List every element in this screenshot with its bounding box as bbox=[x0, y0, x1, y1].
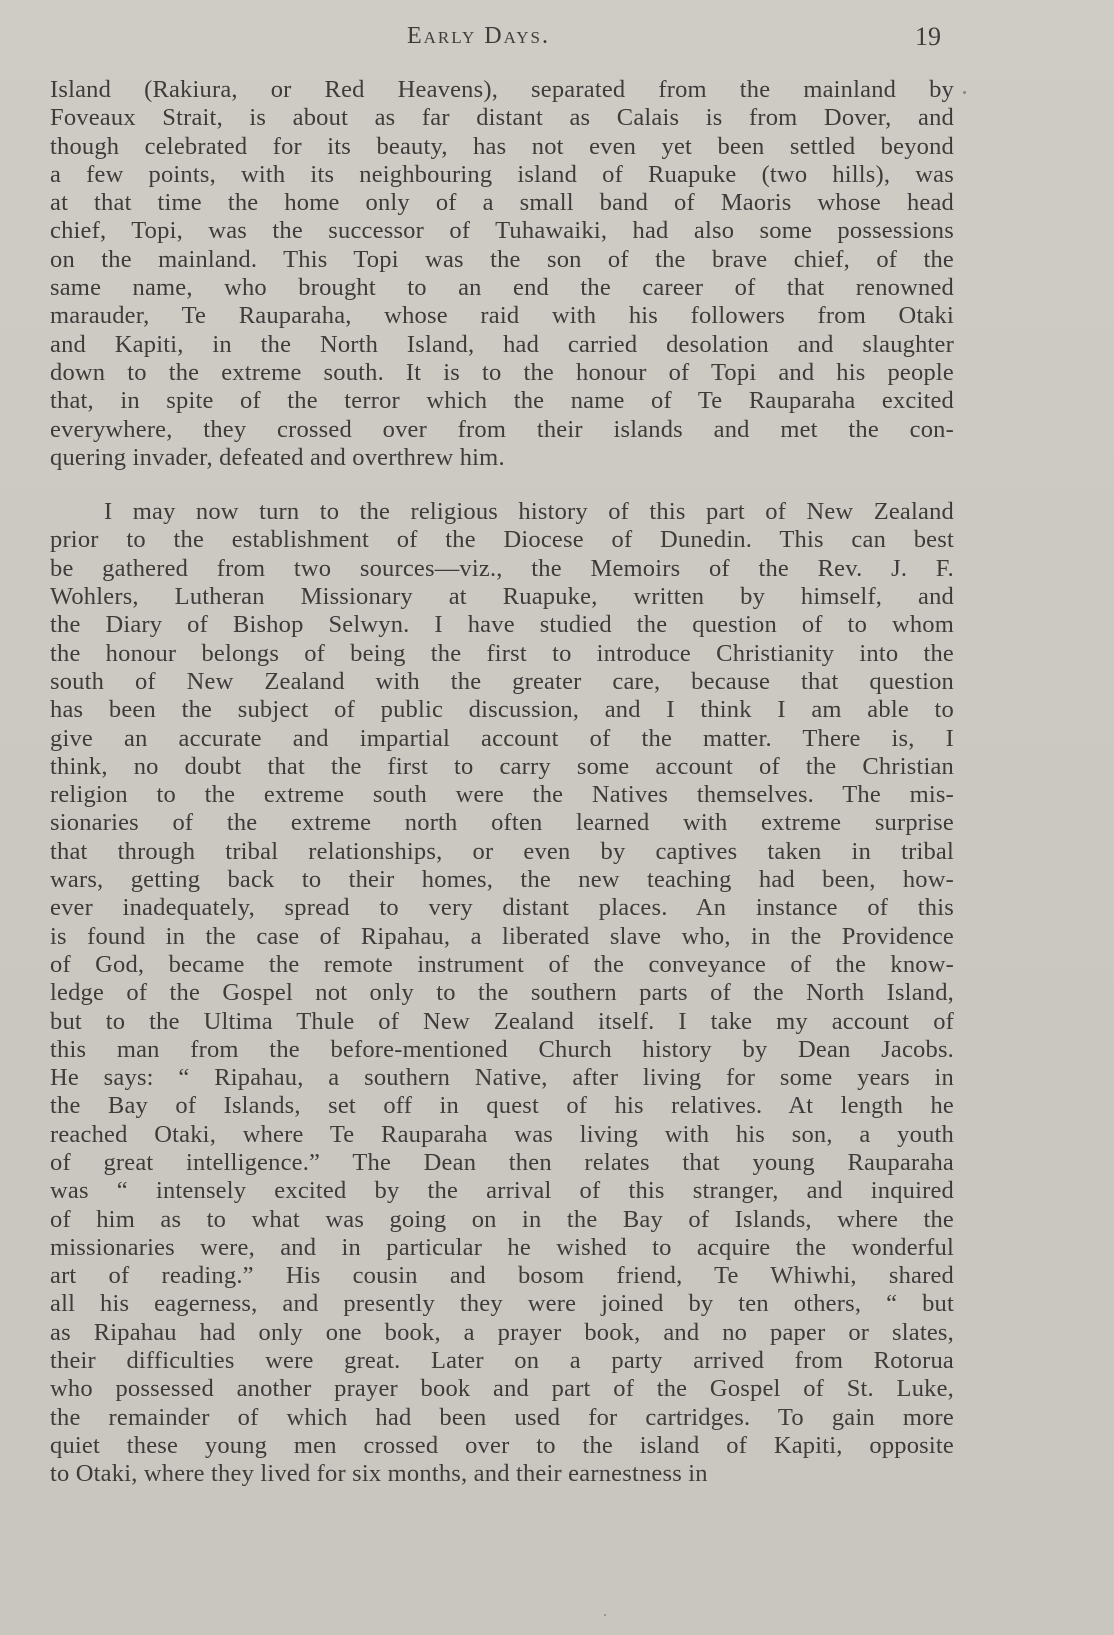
text-line: the remainder of which had been used for cartridges. To gain more bbox=[50, 1403, 954, 1431]
text-line: of great intelligence.” The Dean then relates that young Rauparaha bbox=[50, 1148, 954, 1176]
print-speck bbox=[604, 1614, 606, 1616]
text-line: at that time the home only of a small band of Maoris whose head bbox=[50, 189, 954, 217]
text-line: who possessed another prayer book and part of the Gospel of St. Luke, bbox=[50, 1375, 954, 1403]
text-line: quiet these young men crossed over to the island of Kapiti, opposite bbox=[50, 1431, 954, 1459]
text-line: chief, Topi, was the successor of Tuhawaiki, had also some possessions bbox=[50, 217, 954, 245]
text-line: all his eagerness, and presently they were joined by ten others, “ but bbox=[50, 1290, 954, 1318]
text-line: wars, getting back to their homes, the new teaching had been, how- bbox=[50, 866, 954, 894]
paragraph-2 bbox=[50, 498, 954, 1488]
text-line: give an accurate and impartial account of the matter. There is, I bbox=[50, 724, 954, 752]
text-line: Foveaux Strait, is about as far distant as Calais is from Dover, and bbox=[50, 104, 954, 132]
text-line: sionaries of the extreme north often learned with extreme surprise bbox=[50, 809, 954, 837]
text-line: on the mainland. This Topi was the son of the brave chief, of the bbox=[50, 245, 954, 273]
paragraph-spacer bbox=[50, 472, 954, 498]
text-line: has been the subject of public discussion, and I think I am able to bbox=[50, 696, 954, 724]
text-line: of him as to what was going on in the Bay of Islands, where the bbox=[50, 1205, 954, 1233]
text-line: religion to the extreme south were the Natives themselves. The mis- bbox=[50, 781, 954, 809]
text-line: to Otaki, where they lived for six months, and their earnestness in bbox=[50, 1460, 708, 1488]
print-speck bbox=[963, 91, 966, 94]
text-line: missionaries were, and in particular he wished to acquire the wonderful bbox=[50, 1233, 954, 1261]
text-line: though celebrated for its beauty, has not even yet been settled beyond bbox=[50, 132, 954, 160]
text-line: ledge of the Gospel not only to the southern parts of the North Island, bbox=[50, 979, 954, 1007]
text-line: as Ripahau had only one book, a prayer book, and no paper or slates, bbox=[50, 1318, 954, 1346]
text-line: this man from the before-mentioned Church history by Dean Jacobs. bbox=[50, 1035, 954, 1063]
text-line: and Kapiti, in the North Island, had carried desolation and slaughter bbox=[50, 330, 954, 358]
text-line: the Diary of Bishop Selwyn. I have studied the question of to whom bbox=[50, 611, 954, 639]
text-line: marauder, Te Rauparaha, whose raid with his followers from Otaki bbox=[50, 302, 954, 330]
text-line: He says: “ Ripahau, a southern Native, after living for some years in bbox=[50, 1064, 954, 1092]
text-line: reached Otaki, where Te Rauparaha was living with his son, a youth bbox=[50, 1120, 954, 1148]
text-line: same name, who brought to an end the career of that renowned bbox=[50, 274, 954, 302]
text-line: the honour belongs of being the first to introduce Christianity into the bbox=[50, 639, 954, 667]
text-line: think, no doubt that the first to carry some account of the Christian bbox=[50, 752, 954, 780]
text-line: that through tribal relationships, or even by captives taken in tribal bbox=[50, 837, 954, 865]
text-line: ever inadequately, spread to very distant places. An instance of this bbox=[50, 894, 954, 922]
text-line: of God, became the remote instrument of the conveyance of the know- bbox=[50, 950, 954, 978]
page-number: 19 bbox=[915, 22, 941, 51]
body-text bbox=[50, 76, 954, 1489]
paragraph-1 bbox=[50, 76, 954, 472]
text-line: was “ intensely excited by the arrival of this stranger, and inquired bbox=[50, 1177, 954, 1205]
text-line: Island (Rakiura, or Red Heavens), separated from the mainland by bbox=[50, 76, 954, 103]
text-line: everywhere, they crossed over from their islands and met the con- bbox=[50, 415, 954, 443]
text-line: but to the Ultima Thule of New Zealand itself. I take my account of bbox=[50, 1007, 954, 1035]
running-head bbox=[0, 18, 1114, 58]
text-line: I may now turn to the religious history of this part of New Zealand bbox=[104, 498, 954, 526]
text-line: south of New Zealand with the greater care, because that question bbox=[50, 667, 954, 695]
text-line: art of reading.” His cousin and bosom friend, Te Whiwhi, shared bbox=[50, 1262, 954, 1290]
text-line: be gathered from two sources—viz., the Memoirs of the Rev. J. F. bbox=[50, 554, 954, 582]
running-head-title: Early Days. bbox=[407, 23, 551, 49]
text-line: that, in spite of the terror which the name of Te Rauparaha excited bbox=[50, 387, 954, 415]
text-line: prior to the establishment of the Diocese of Dunedin. This can best bbox=[50, 526, 954, 554]
text-line: their difficulties were great. Later on a party arrived from Rotorua bbox=[50, 1347, 954, 1375]
text-line: is found in the case of Ripahau, a liberated slave who, in the Providence bbox=[50, 922, 954, 950]
text-line: quering invader, defeated and overthrew him. bbox=[50, 443, 505, 471]
text-line: Wohlers, Lutheran Missionary at Ruapuke, written by himself, and bbox=[50, 583, 954, 611]
text-line: the Bay of Islands, set off in quest of his relatives. At length he bbox=[50, 1092, 954, 1120]
text-line: a few points, with its neighbouring island of Ruapuke (two hills), was bbox=[50, 160, 954, 188]
text-line: down to the extreme south. It is to the honour of Topi and his people bbox=[50, 358, 954, 386]
